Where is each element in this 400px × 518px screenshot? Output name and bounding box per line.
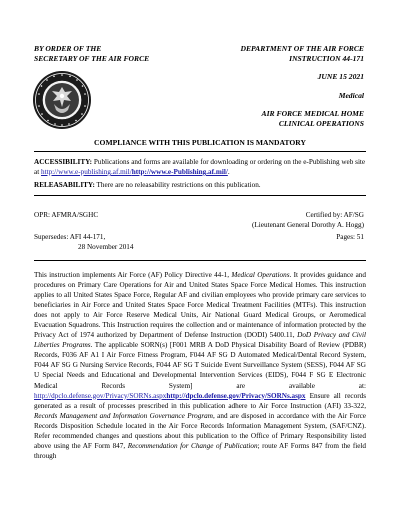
certified-by-line1: Certified by: AF/SG: [305, 211, 364, 219]
body-text-segment: Ensure all records generated as a result of processes prescribed in this publication adhere to Air Force Instruction (AFI) 33-322,: [34, 391, 366, 410]
body-text-segment: This instruction implements Air Force (AF) Policy Directive 44-1,: [34, 271, 232, 279]
instruction-number: INSTRUCTION 44-171: [289, 54, 364, 64]
body-text-segment: . It provides guidance and procedures on Primary Care Operations for Air and United States Space Force Medical Homes. This instruction applies to all United States Space Force, Regular AF and civilian employees who provide primary care services to beneficiaries in Air Force and United States Space Force Medical Treatment Facilities (MTFs). This instruction does not apply to Air Force Reserve Medical Units, Air National Guard Medical Groups, or Aeromedical Evacuation Squadrons. This Instruction requires the collection and or maintenance of information protected by the Privacy Act of 1974 authorized by Department of Defense Instruction (DODI) 5400.11,: [34, 271, 366, 340]
supersedes-line2: 28 November 2014: [78, 243, 134, 251]
divider: [34, 195, 366, 196]
certified-by-line2: (Lieutenant General Dorothy A. Hogg): [252, 221, 364, 229]
supersedes: [34, 232, 134, 252]
e-publishing-link-bold[interactable]: http://www.e-Publishing.af.mil/: [131, 168, 228, 176]
issuing-authority-line2: SECRETARY OF THE AIR FORCE: [34, 54, 150, 63]
supersedes-line1: Supersedes: AFI 44-171,: [34, 233, 106, 241]
releasability-text: There are no releasability restrictions on this publication.: [96, 181, 261, 189]
divider: [34, 151, 366, 152]
publication-title-line1: AIR FORCE MEDICAL HOME: [261, 108, 364, 118]
publication-title-line2: CLINICAL OPERATIONS: [278, 119, 364, 129]
e-publishing-link[interactable]: http://www.e-publishing.af.mil/: [40, 168, 132, 176]
department-name: DEPARTMENT OF THE AIR FORCE: [240, 44, 364, 53]
body-text-segment: ; route AF Forms 847 from the field through: [34, 441, 366, 460]
accessibility-text: Publications and forms are available for downloading or ordering on the e-Publishing web site at: [34, 158, 366, 176]
releasability-label: RELEASABILITY:: [34, 181, 95, 189]
certified-by: [252, 210, 364, 230]
af-form-847-title: Recommendation for Change of Publication: [127, 441, 258, 450]
issuing-authority: [34, 44, 149, 64]
records-program-title: Records Management and Information Governance Program: [34, 411, 213, 420]
issuing-authority-line1: BY ORDER OF THE: [34, 44, 102, 53]
accessibility-label: ACCESSIBILITY:: [34, 158, 93, 166]
policy-directive-title: Medical Operations: [231, 271, 290, 279]
sorn-link-bold[interactable]: http://dpclo.defense.gov/Privacy/SORNs.aspx: [166, 391, 306, 400]
office-of-primary-responsibility: OPR: AFMRA/SGHC: [34, 211, 99, 219]
department-of-the-air-force-seal-icon: [32, 70, 92, 130]
releasability-statement: [34, 180, 366, 190]
introduction-paragraph: [34, 270, 366, 461]
sorn-link[interactable]: http://dpclo.defense.gov/Privacy/SORNs.aspx: [34, 391, 167, 400]
body-text-segment: . The applicable SORN(s) [F001 MRB A DoD Physical Disability Board of Review (PDBR) Records, F036 AF A1 I Air Force Fitness Program, F044 AF SG D Automated Medical/Dental Record System, F044 AF SG G Nursing Service Records, F044 AF SG T Suicide Event Surveillance System (SESS), F044 AF SG U Special Needs and Educational and Developmental Intervention Services (EIDS), F044 F SG E Electronic Medical Records System] are available at:: [34, 341, 367, 390]
accessibility-period: .: [227, 168, 230, 176]
page-count: Pages: 51: [336, 233, 364, 241]
publication-header: [241, 44, 365, 129]
compliance-statement: COMPLIANCE WITH THIS PUBLICATION IS MANDATORY: [94, 138, 306, 147]
publication-category: Medical: [338, 90, 364, 100]
accessibility-statement: [34, 157, 366, 177]
body-text-segment: , and are disposed in accordance with the Air Force Records Disposition Schedule located in the Air Force Records Information Management System, (SAF/CNZ). Refer recommended changes and questions about this publication to the Office of Primary Responsibility listed above using the AF Form 847,: [34, 411, 366, 450]
privacy-program-title: DoD Privacy and Civil Liberties Programs: [34, 331, 366, 350]
publication-date: JUNE 15 2021: [317, 72, 364, 82]
divider: [34, 260, 366, 261]
